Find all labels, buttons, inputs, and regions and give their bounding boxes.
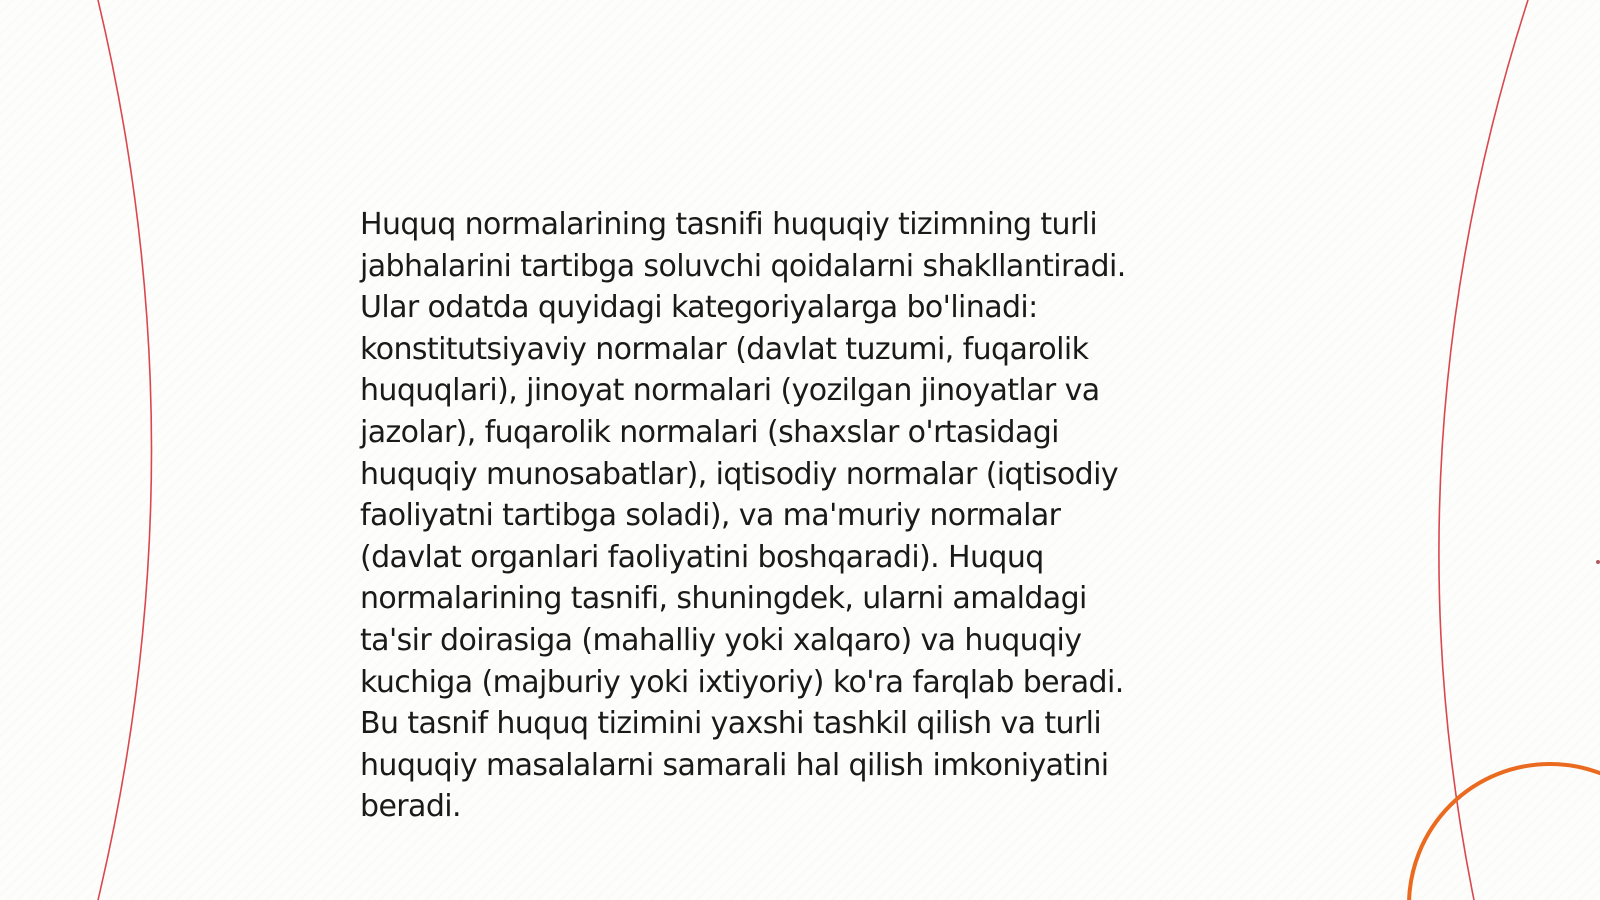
edge-dot: [1596, 560, 1600, 564]
left-curve-line: [98, 0, 152, 900]
accent-arc: [1409, 764, 1600, 900]
right-curve-line: [1439, 0, 1528, 900]
slide-body-text: Huquq normalarining tasnifi huquqiy tizimning turli jabhalarini tartibga soluvchi qoidalarni shakllantiradi. Ular odatda quyidagi kategoriyalarga bo'linadi: konstitutsiyaviy normalar (davlat tuzumi, fuqarolik huquqlari), jinoyat normalari (yozilgan jinoyatlar va jazolar), fuqarolik normalari (shaxslar o'rtasidagi huquqiy munosabatlar), iqtisodiy normalar (iqtisodiy faoliyatni tartibga soladi), va ma'muriy normalar (davlat organlari faoliyatini boshqaradi). Huquq normalarining tasnifi, shuningdek, ularni amaldagi ta'sir doirasiga (mahalliy yoki xalqaro) va huquqiy kuchiga (majburiy yoki ixtiyoriy) ko'ra farqlab beradi. Bu tasnif huquq tizimini yaxshi tashkil qilish va turli huquqiy masalalarni samarali hal qilish imkoniyatini beradi.: [360, 207, 1126, 825]
